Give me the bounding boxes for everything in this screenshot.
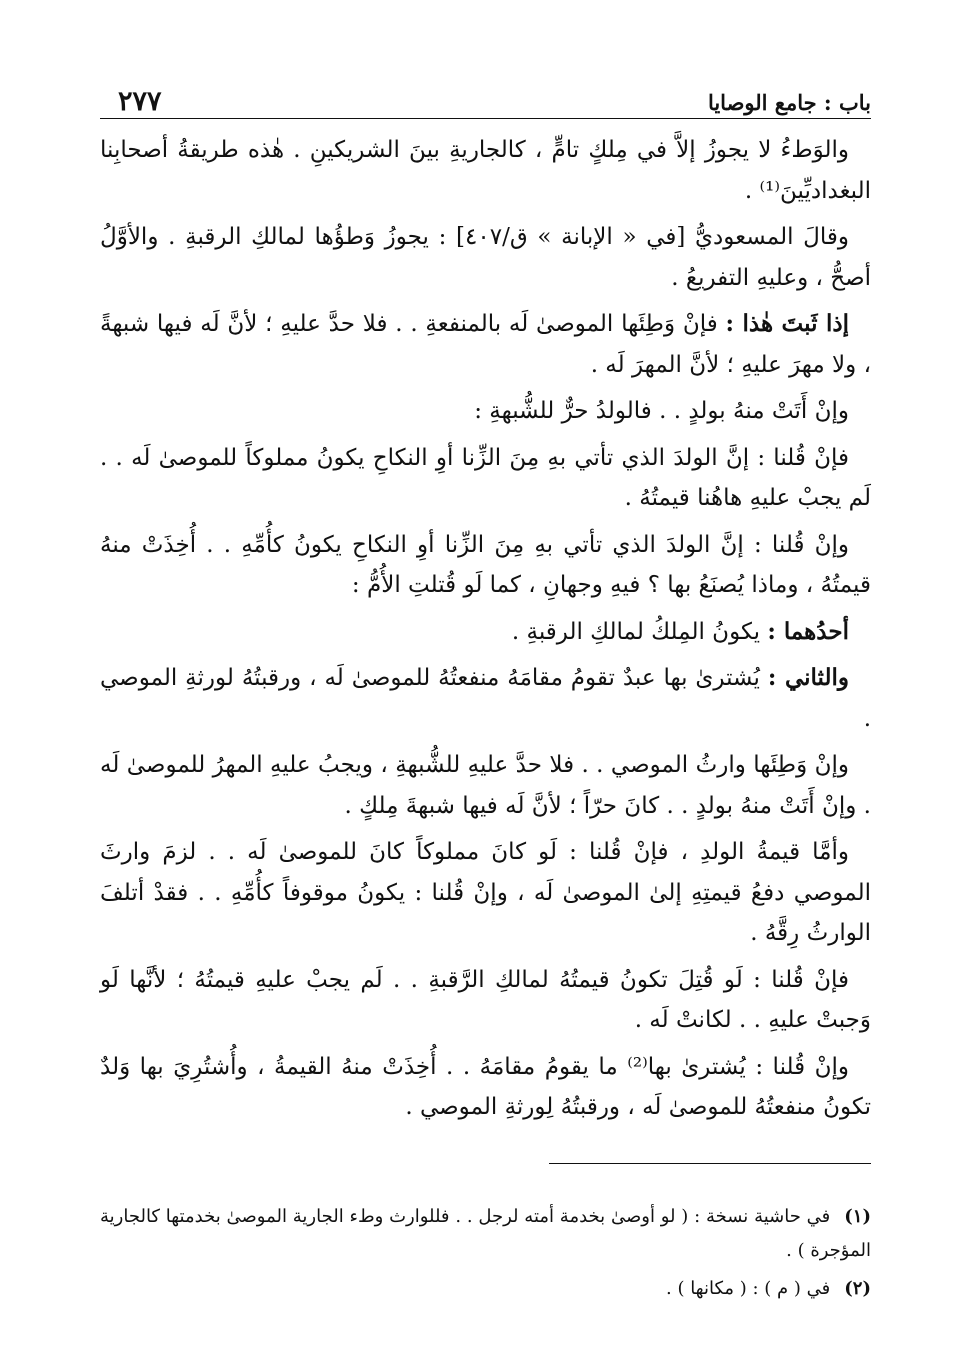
paragraph [100,217,871,298]
paragraph [100,130,871,211]
paragraph [100,960,871,1041]
paragraph [100,1047,871,1128]
paragraph-text: وإنْ قُلنا : إنَّ الولدَ الذي تأتي بهِ مِنَ الزِّنا أوِ النكاحِ يكونُ كأُمِّهِ . . أُخِذَتْ منهُ قيمتُهُ ، وماذا يُصنَعُ بها ؟ فيهِ وجهانِ ، كما لَو قُتلتِ الأُمُّ : [100,531,871,598]
paragraph [100,391,871,432]
paragraph-text: فإنْ قُلنا : لَو قُتِلَ تكونُ قيمتُهُ لمالكِ الرَّقبةِ . . لَم يجبْ عليهِ قيمتُهُ ؛ لأنَّها لَو وَجبتْ عليهِ . . لكانتْ لَه . [100,966,871,1033]
paragraph-text: وإنْ أَتَتْ منهُ بولدٍ . . فالولدُ حرٌّ للشُّبهةِ : [474,398,849,424]
paragraph-lead: أحدُهما : [767,617,849,645]
footnote-separator [549,1163,871,1164]
paragraph-text: يكونُ المِلكُ لمالكِ الرقبةِ . [511,618,768,645]
paragraph-lead: إذا ثَبتَ هٰذا : [725,310,849,337]
paragraph-text: وقالَ المسعوديُّ [في « الإبانة » ق/٤٠٧] : يجوزُ وَطؤُها لمالكِ الرقبةِ . والأوَّلُ أصحُّ ، وعليهِ التفريعُ . [100,224,871,291]
paragraph-text: يُشترىٰ بها عبدٌ تقومُ مقامَهُ منفعتُهُ للموصىٰ لَه ، ورقبتُهُ لورثةِ الموصي . [100,665,871,732]
paragraph [100,304,871,385]
paragraph [100,438,871,519]
running-header [100,86,871,119]
paragraph-text: والوَطءُ لا يجوزُ إلاَّ في مِلكٍ تامٍّ ، كالجاريةِ بينَ الشريكينِ . هٰذه طريقةُ أصحابِنا البغداديِّينَ⁽¹⁾ . [100,137,871,204]
footnote-text: في حاشية نسخة : ( لو أوصىٰ بخدمة أمته لرجل . . فللوارث وطء الجارية الموصىٰ بخدمتها كالجارية المؤجرة ) . [100,1206,871,1261]
paragraph-lead: والثاني : [767,664,849,691]
page-number: ٢٧٧ [118,86,162,117]
paragraph [100,612,871,653]
footnote-number: (٢) [844,1278,871,1299]
footnote [100,1272,871,1306]
paragraph [100,832,871,954]
paragraph-text: فإنْ وَطِئَها الموصىٰ لَه بالمنفعةِ . . فلا حدَّ عليهِ ؛ لأنَّ لَه فيها شبهةً ، ولا مهرَ عليهِ ؛ لأنَّ المهرَ لَه . [100,311,871,378]
footnote-number: (١) [844,1206,871,1227]
paragraph-text: وإنْ قُلنا : يُشترىٰ بها⁽²⁾ ما يقومُ مقامَهُ . . أُخِذَتْ منهُ القيمةُ ، وأُشتُرِيَ بها وَلدٌ تكونُ منفعتُهُ للموصىٰ لَه ، ورقبتُهُ لِورثةِ الموصي . [100,1053,871,1120]
paragraph-text: فإنْ قُلنا : إنَّ الولدَ الذي تأتي بهِ مِنَ الزِّنا أوِ النكاحِ يكونُ مملوكاً للموصىٰ لَه . . لَم يجبْ عليهِ هاهُنا قيمتُهُ . [100,444,871,511]
paragraph [100,658,871,739]
main-text [100,130,871,1134]
footnote-text: في ( م ) : ( مكانها ) . [666,1278,831,1299]
paragraph-text: وأمَّا قيمةُ الولدِ ، فإنْ قُلنا : لَو كانَ مملوكاً كانَ للموصىٰ لَه . . لزمَ وارثَ الموصي دفعُ قيمتِهِ إلىٰ الموصىٰ لَه ، وإنْ قُلنا : يكونُ موقوفاً كأُمِّهِ . . فقدْ أتلفَ الوارثُ رِقَّهُ . [100,839,871,946]
paragraph [100,745,871,826]
paragraph-text: وإنْ وَطِئَها وارثُ الموصي . . فلا حدَّ عليهِ للشُّبهةِ ، ويجبُ عليهِ المهرُ للموصىٰ لَه . وإنْ أَتَتْ منهُ بولدٍ . . كانَ حرّاً ؛ لأنَّ لَه فيها شبهةَ مِلكٍ . [100,752,871,819]
footnote [100,1200,871,1268]
footnotes [100,1200,871,1310]
paragraph [100,525,871,606]
chapter-title: باب : جامع الوصايا [707,90,871,115]
